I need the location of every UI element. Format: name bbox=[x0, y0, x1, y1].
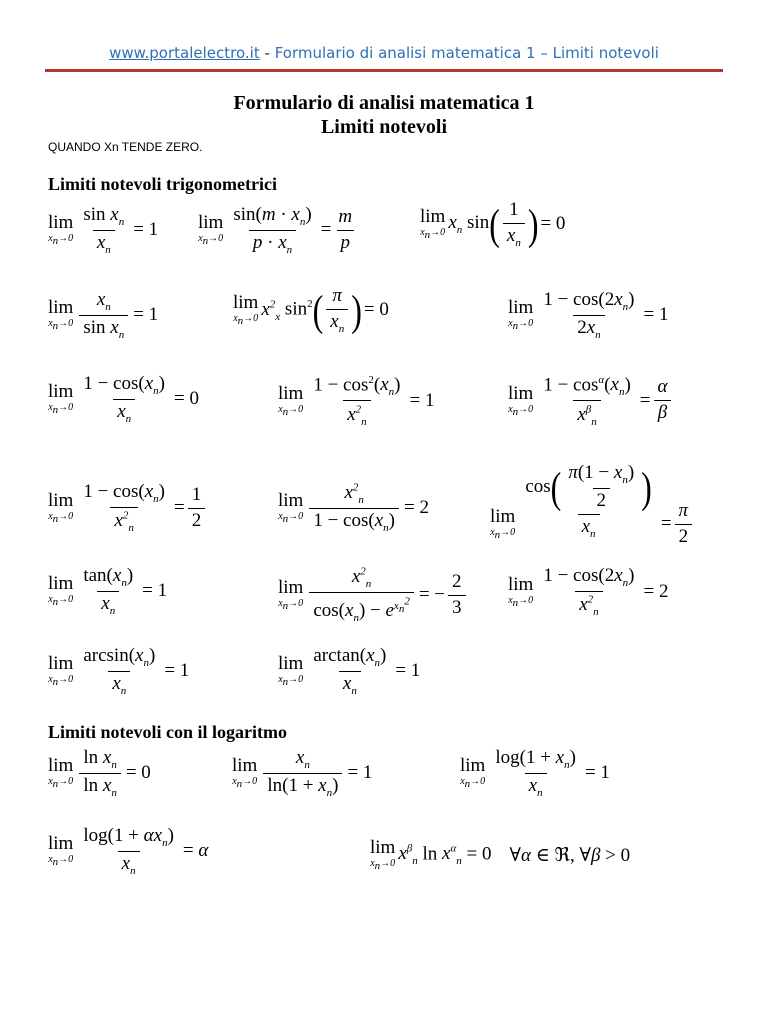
formula-trig-13: lim $x_n\to 0$ $\frac{\tan(x_n)}{x_n}$ = 1 bbox=[48, 565, 168, 617]
formula-log-4: lim $x_n\to 0$ $\frac{\log(1 + \alpha x_n)}{x_n}$ = α bbox=[48, 825, 209, 877]
formula-log-5: lim $x_n\to 0$ $x^\beta_n$ $\ln x^\alpha_n = 0$ ∀α ∈ ℜ, ∀β > 0 bbox=[370, 837, 631, 872]
formula-log-2: lim $x_n\to 0$ $\frac{x_n}{\ln(1 + x_n)}$ = 1 bbox=[232, 747, 373, 799]
formula-trig-1: lim $x_n\to 0$ $\frac{\sin x_n}{x_n}$ = 1 bbox=[48, 204, 159, 256]
header-title: Formulario di analisi matematica 1 – Limiti notevoli bbox=[274, 44, 659, 62]
site-link[interactable]: www.portalelectro.it bbox=[109, 44, 260, 62]
formula-log-3: lim $x_n\to 0$ $\frac{\log(1 + x_n)}{x_n}$ = 1 bbox=[460, 747, 610, 799]
formula-trig-5: lim $x_n\to 0$ $x^2_x$ $\sin^2$ ( $\frac{\pi}{x_n}$ ) = 0 bbox=[233, 285, 389, 335]
formula-log-1: lim $x_n\to 0$ $\frac{\ln x_n}{\ln x_n}$ = 0 bbox=[48, 747, 151, 799]
condition-note: QUANDO Xn TENDE ZERO. bbox=[48, 140, 203, 154]
formula-trig-8: lim $x_n\to 0$ $\frac{1 - \cos^2(x_n)}{x^2_n}$ = 1 bbox=[278, 374, 435, 428]
header-rule bbox=[45, 69, 723, 72]
formula-trig-17: lim $x_n\to 0$ $\frac{\arctan(x_n)}{x_n}$ = 1 bbox=[278, 645, 421, 697]
header-separator: - bbox=[264, 44, 270, 62]
section-log-title: Limiti notevoli con il logaritmo bbox=[48, 722, 287, 742]
document-subtitle: Limiti notevoli bbox=[320, 116, 448, 138]
formula-trig-2: lim $x_n\to 0$ $\frac{\sin(m \cdot x_n)}{p \cdot x_n}$ = $\frac{m}{p}$ bbox=[198, 204, 353, 256]
formula-trig-11: lim $x_n\to 0$ $\frac{x^2_n}{1 - \cos(x_n)}$ = 2 bbox=[278, 482, 429, 535]
formula-trig-12: lim $x_n\to 0$ cos ( $\frac{\pi(1 - x_n)}{2}$ ) $x_n$ = $\frac{\pi}{2}$ bbox=[490, 455, 695, 548]
formula-trig-10: lim $x_n\to 0$ $\frac{1 - \cos(x_n)}{x^2_n}$ = $\frac{1}{2}$ bbox=[48, 482, 208, 534]
formula-trig-15: lim $x_n\to 0$ $\frac{1 - \cos(2x_n)}{x^2_n}$ = 2 bbox=[508, 565, 669, 619]
formula-trig-4: lim $x_n\to 0$ $\frac{x_n}{\sin x_n}$ = 1 bbox=[48, 289, 159, 341]
formula-trig-14: lim $x_n\to 0$ $\frac{x^2_n}{\cos(x_n) - e^{x_n^2}}$ = − $\frac{2}{3}$ bbox=[278, 566, 469, 624]
formula-trig-3: lim $x_n\to 0$ $x_n$ sin ( $\frac{1}{x_n}$ ) = 0 bbox=[420, 199, 566, 249]
page-header bbox=[45, 44, 723, 62]
formula-trig-7: lim $x_n\to 0$ $\frac{1 - \cos(x_n)}{x_n}$ = 0 bbox=[48, 373, 199, 425]
formula-trig-6: lim $x_n\to 0$ $\frac{1 - \cos(2x_n)}{2x_n}$ = 1 bbox=[508, 289, 669, 341]
section-trig-title: Limiti notevoli trigonometrici bbox=[48, 174, 277, 194]
formula-trig-16: lim $x_n\to 0$ $\frac{\arcsin(x_n)}{x_n}$ = 1 bbox=[48, 645, 190, 697]
document-title: Formulario di analisi matematica 1 bbox=[233, 92, 535, 114]
formula-trig-9: lim $x_n\to 0$ $\frac{1 - \cos^\alpha(x_n)}{x^\beta_n}$ = $\frac{\alpha}{\beta}$ bbox=[508, 374, 674, 427]
